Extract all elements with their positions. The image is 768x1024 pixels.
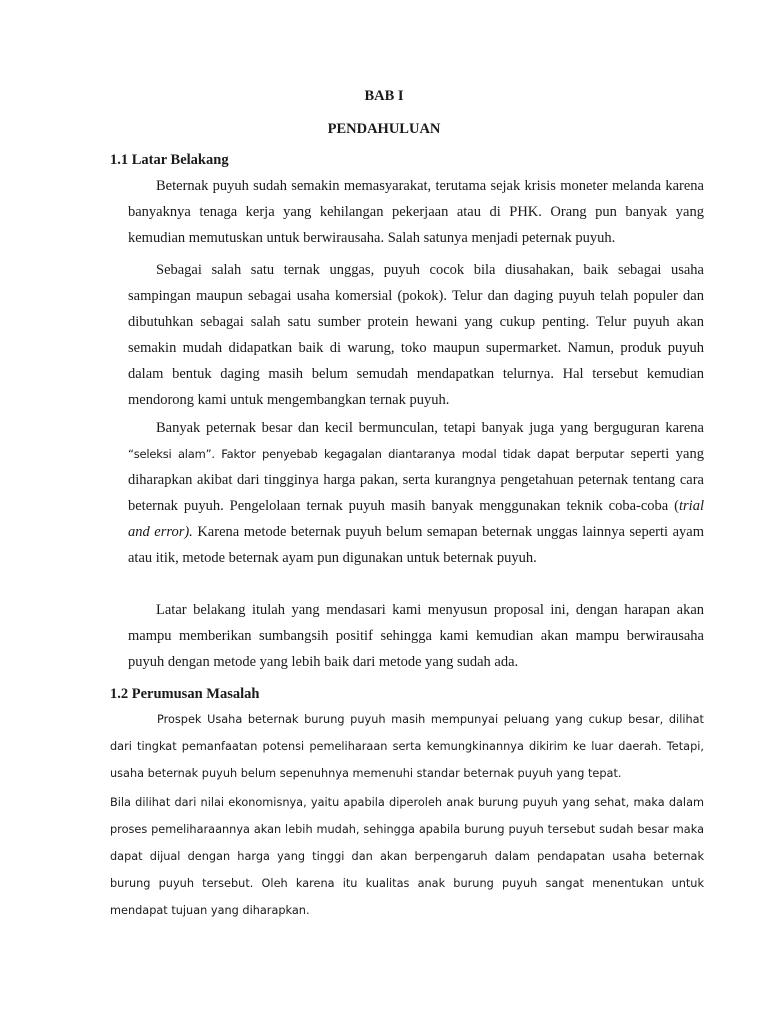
chapter-number: BAB I [364,88,404,104]
paragraph-3-text-2: “seleksi alam”. Faktor penyebab kegagalan diantaranya modal tidak dapat berputar [128,447,624,461]
paragraph-2: Sebagai salah satu ternak unggas, puyuh cocok bila diusahakan, baik sebagai usaha sampingan maupun sebagai usaha komersial (pokok). Telur dan daging puyuh telah populer dan dibutuhkan sebagai salah satu sumber protein hewani yang cukup penting. Telur puyuh akan semakin mudah didapatkan baik di warung, toko maupun supermarket. Namun, produk puyuh dalam bentuk daging masih belum semudah mendapatkan telurnya. Hal tersebut kemudian mendorong kami untuk mengembangkan ternak puyuh. [128,262,704,408]
section-heading-perumusan-masalah: 1.2 Perumusan Masalah [110,686,260,702]
chapter-title: PENDAHULUAN [327,121,441,137]
paragraph-5-text: Prospek Usaha beternak burung puyuh masih mempunyai peluang yang cukup besar, dilihat dari tingkat pemanfaatan potensi pemeliharaan serta kemungkinannya dikirim ke luar daerah. Tetapi, usaha beternak puyuh belum sepenuhnya memenuhi standar beternak puyuh yang tepat. [110,713,704,780]
paragraph-6: Bila dilihat dari nilai ekonomisnya, yaitu apabila diperoleh anak burung puyuh yang sehat, maka dalam proses pemeliharaannya akan lebih mudah, sehingga apabila burung puyuh tersebut sudah besar maka dapat dijual dengan harga yang tinggi dan akan berpengaruh dalam pendapatan usaha beternak burung puyuh tersebut. Oleh karena itu kualitas anak burung puyuh sangat menentukan untuk mendapat tujuan yang diharapkan. [110,796,704,917]
paragraph-3-italic: trial and error). [128,498,704,540]
section-heading-latar-belakang: 1.1 Latar Belakang [110,152,229,168]
paragraph-3-text-4: Karena metode beternak puyuh belum semapan beternak unggas lainnya seperti ayam atau itik, metode beternak ayam pun digunakan untuk beternak puyuh. [128,524,704,566]
paragraph-5 [110,706,704,787]
paragraph-4: Latar belakang itulah yang mendasari kami menyusun proposal ini, dengan harapan akan mampu memberikan sumbangsih positif sehingga kami kemudian akan mampu berwirausaha puyuh dengan metode yang lebih baik dari metode yang sudah ada. [128,602,704,670]
paragraph-3-text-3: seperti yang diharapkan akibat dari tingginya harga pakan, serta kurangnya pengetahuan peternak tentang cara beternak puyuh. Pengelolaan ternak puyuh masih banyak menggunakan teknik coba-coba ( [128,446,704,514]
paragraph-3 [128,415,704,571]
paragraph-1: Beternak puyuh sudah semakin memasyarakat, terutama sejak krisis moneter melanda karena banyaknya tenaga kerja yang kehilangan pekerjaan atau di PHK. Orang pun banyak yang kemudian memutuskan untuk berwirausaha. Salah satunya menjadi peternak puyuh. [128,178,704,246]
paragraph-3-text-1: Banyak peternak besar dan kecil bermunculan, tetapi banyak juga yang berguguran karena [156,420,704,436]
